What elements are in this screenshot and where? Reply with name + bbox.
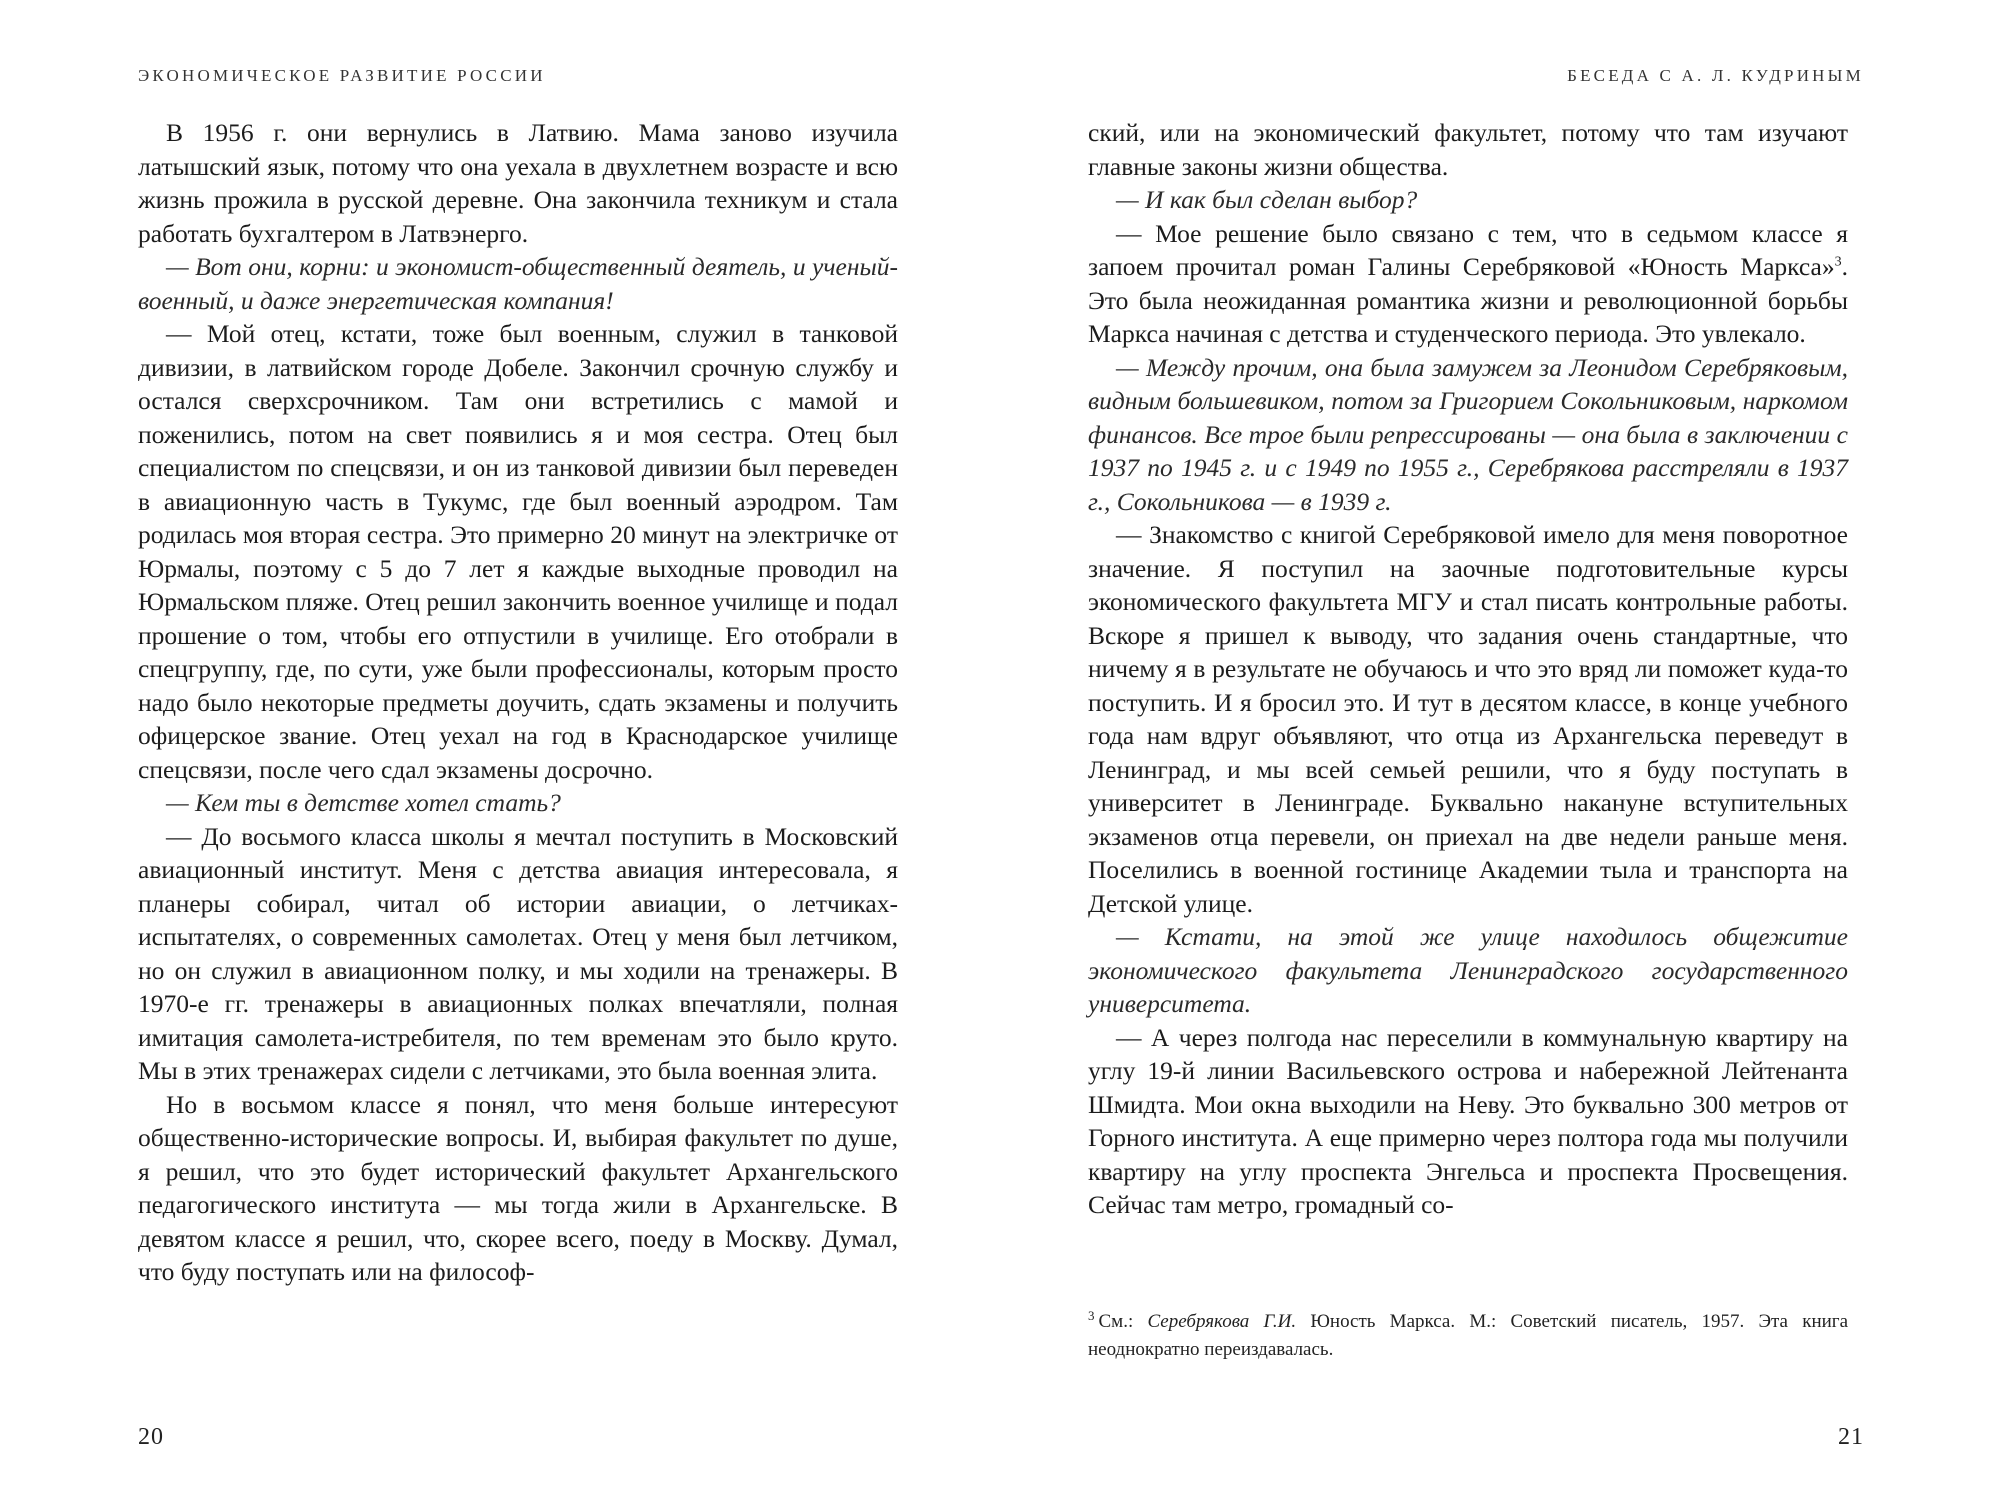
left-text-block (138, 116, 898, 1289)
left-running-head: ЭКОНОМИЧЕСКОЕ РАЗВИТИЕ РОССИИ (138, 66, 546, 85)
paragraph: — Мой отец, кстати, тоже был военным, служил в танковой дивизии, в латвийском городе Добеле. Закончил срочную службу и остался сверхсрочником. Там они встретились с мамой и поженились, потом на свет появились я и моя сестра. Отец был специалистом по спецсвязи, и он из танковой дивизии был переведен в авиационную часть в Тукумс, где был военный аэродром. Там родилась моя вторая сестра. Это примерно 20 минут на электричке от Юрмалы, поэтому с 5 до 7 лет я каждые выходные проводил на Юрмальском пляже. Отец решил закончить военное училище и подал прошение о том, чтобы его отпустили в училище. Его отобрали в спецгруппу, где, по сути, уже были профессионалы, которым просто надо было некоторые предметы доучить, сдать экзамены и получить офицерское звание. Отец уехал на год в Краснодарское училище спецсвязи, после чего сдал экзамены досрочно. (138, 319, 898, 784)
paragraph: — А через полгода нас переселили в коммунальную квартиру на углу 19-й линии Васильевского острова и набережной Лейтенанта Шмидта. Мои окна выходили на Неву. Это буквально 300 метров от Горного института. А еще примерно через полтора года мы получили квартиру на углу проспекта Энгельса и проспекта Просвещения. Сейчас там метро, громадный со- (1088, 1022, 1848, 1219)
paragraph-text: . Это была неожиданная романтика жизни и революционной борьбы Маркса начиная с детства и студенческого периода. Это увлекало. (1088, 252, 1848, 348)
footnote-text: Юность Маркса. М.: Советский писатель, 1957. Эта книга неоднократно переиздавалась. (1088, 1311, 1849, 1360)
footnote (1088, 1308, 1848, 1364)
interviewer-question: — Между прочим, она была замужем за Леонидом Серебряковым, видным большевиком, потом за Григорием Сокольниковым, наркомом финансов. Все трое были репрессированы — она была в заключении с 1937 по 1945 г. и с 1949 по 1955 г., Серебрякова расстреляли в 1937 г., Сокольникова — в 1939 г. (1088, 352, 1848, 516)
right-page-number: 21 (1838, 1424, 1864, 1450)
paragraph: — Знакомство с книгой Серебряковой имело для меня поворотное значение. Я поступил на заочные подготовительные курсы экономического факультета МГУ и стал писать контрольные работы. Вскоре я пришел к выводу, что задания очень стандартные, что ничему я в результате не обучаюсь и что это вряд ли поможет куда-то поступить. И я бросил это. И тут в десятом классе, в конце учебного года нам вдруг объявляют, что отца из Архангельска переведут в Ленинград, и мы всей семьей решили, что я буду поступать в университет в Ленинграде. Буквально накануне вступительных экзаменов отца перевели, он приехал на две недели раньше меня. Поселились в военной гостинице Академии тыла и транспорта на Детской улице. (1088, 520, 1848, 918)
interviewer-question: — Кем ты в детстве хотел стать? (166, 788, 561, 817)
paragraph: Но в восьмом классе я понял, что меня больше интересуют общественно-исторические вопросы. И, выбирая факультет по душе, я решил, что это будет исторический факультет Архангельского педагогического института — мы тогда жили в Архангельске. В девятом классе я решил, что, скорее всего, поеду в Москву. Думал, что буду поступать или на философ- (138, 1089, 898, 1286)
paragraph-text: — Мое решение было связано с тем, что в седьмом классе я запоем прочитал роман Галины Серебряковой «Юность Маркса» (1088, 218, 1848, 281)
footnote-mark: 3 (1088, 1307, 1095, 1323)
interviewer-question: — И как был сделан выбор? (1116, 185, 1418, 214)
interviewer-question: — Вот они, корни: и экономист-общественный деятель, и ученый-военный, и даже энергетическая компания! (138, 252, 898, 315)
left-page-number: 20 (138, 1424, 164, 1450)
footnote-author: Серебрякова Г.И. (1147, 1311, 1297, 1332)
footnote-reference[interactable]: 3 (1834, 254, 1842, 270)
paragraph: В 1956 г. они вернулись в Латвию. Мама заново изучила латышский язык, потому что она уехала в двухлетнем возрасте и всю жизнь прожила в русской деревне. Она закончила техникум и стала работать бухгалтером в Латвэнерго. (138, 118, 898, 248)
right-text-block (1088, 116, 1848, 1222)
interviewer-question: — Кстати, на этой же улице находилось общежитие экономического факультета Ленинградского государственного университета. (1088, 922, 1848, 1018)
footnote-lead: См.: (1098, 1311, 1134, 1332)
right-running-head: БЕСЕДА С А. Л. КУДРИНЫМ (1567, 66, 1864, 85)
paragraph (1088, 217, 1848, 351)
paragraph: — До восьмого класса школы я мечтал поступить в Московский авиационный институт. Меня с детства авиация интересовала, я планеры собирал, читал об истории авиации, о летчиках-испытателях, о современных самолетах. Отец у меня был летчиком, но он служил в авиационном полку, и мы ходили на тренажеры. В 1970-е гг. тренажеры в авиационных полках впечатляли, полная имитация самолета-истребителя, по тем временам это было круто. Мы в этих тренажерах сидели с летчиками, это была военная элита. (138, 821, 898, 1085)
paragraph-continued: ский, или на экономический факультет, потому что там изучают главные законы жизни общества. (1088, 118, 1848, 181)
right-page (1000, 0, 2000, 1508)
